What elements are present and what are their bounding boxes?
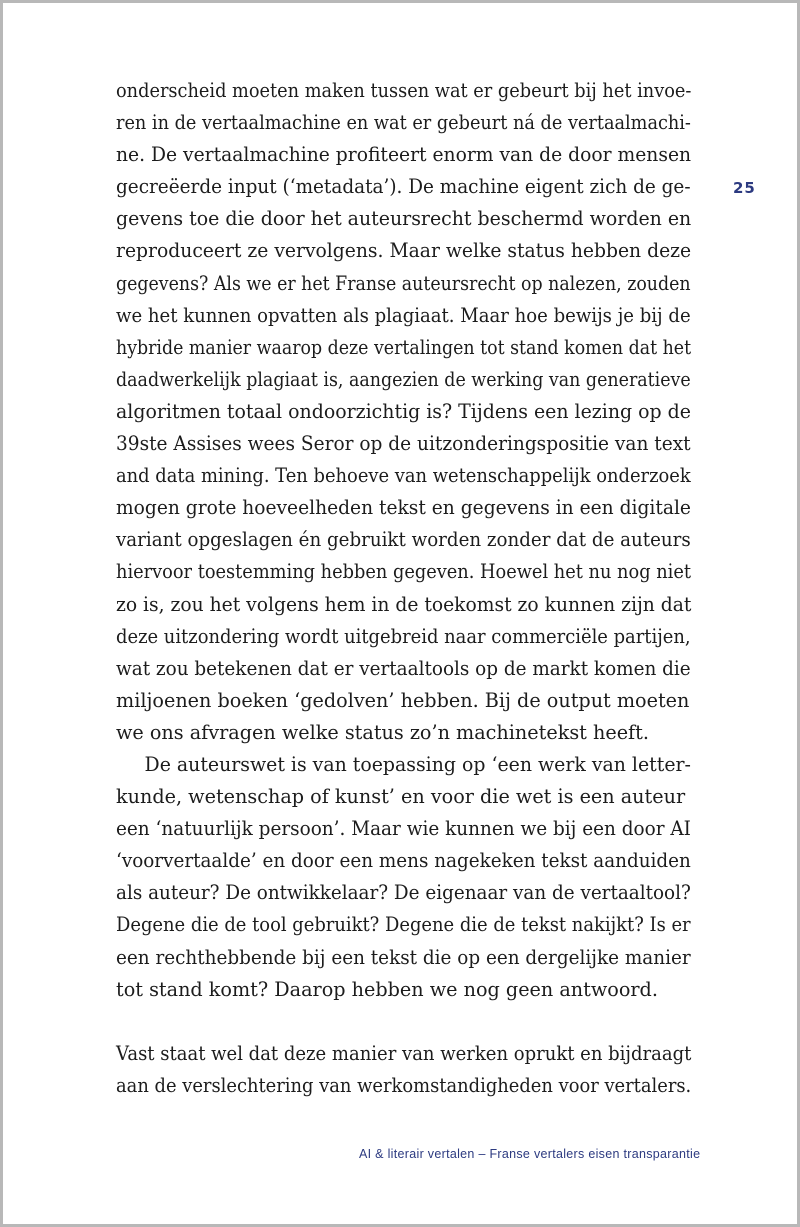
text-line: Vast staat wel dat deze manier van werken oprukt en bijdraagt <box>116 1041 692 1065</box>
paragraph-spacer <box>116 1006 691 1038</box>
text-line: gegevens? Als we er het Franse auteursrecht op nalezen, zouden <box>116 271 691 295</box>
text-line: variant opgeslagen én gebruikt worden zonder dat de auteurs <box>116 528 691 552</box>
text-line: algoritmen totaal ondoorzichtig is? Tijdens een lezing op de <box>116 399 691 423</box>
text-line: we ons afvragen welke status zo’n machinetekst heeft. <box>116 720 649 744</box>
text-line: ‘voorvertaalde’ en door een mens nagekeken tekst aanduiden <box>116 849 691 873</box>
text-line: mogen grote hoeveelheden tekst en gegevens in een digitale <box>116 496 691 520</box>
text-line: miljoenen boeken ‘gedolven’ hebben. Bij de output moeten <box>116 688 690 712</box>
text-line: and data mining. Ten behoeve van wetenschappelijk onderzoek <box>116 464 691 488</box>
text-line: wat zou betekenen dat er vertaaltools op de markt komen die <box>116 656 691 680</box>
text-line: hybride manier waarop deze vertalingen tot stand komen dat het <box>116 335 692 359</box>
text-line: 39ste Assises wees Seror op de uitzonderingspositie van text <box>116 432 691 456</box>
text-line: tot stand komt? Daarop hebben we nog geen antwoord. <box>116 977 658 1001</box>
text-line: ren in de vertaalmachine en wat er gebeurt ná de vertaalmachi- <box>116 111 691 135</box>
text-line: deze uitzondering wordt uitgebreid naar commerciële partijen, <box>116 624 691 648</box>
text-line: we het kunnen opvatten als plagiaat. Maar hoe bewijs je bij de <box>116 303 691 327</box>
text-line: Degene die de tool gebruikt? Degene die de tekst nakijkt? Is er <box>116 913 691 937</box>
text-line: onderscheid moeten maken tussen wat er gebeurt bij het invoe- <box>116 79 692 102</box>
text-line: gecreëerde input (‘metadata’). De machine eigent zich de ge- <box>116 175 691 199</box>
text-line: een rechthebbende bij een tekst die op een dergelijke manier <box>116 945 691 969</box>
text-line: gevens toe die door het auteursrecht beschermd worden en <box>116 207 692 231</box>
text-line: een ‘natuurlijk persoon’. Maar wie kunnen we bij een door AI <box>116 817 691 841</box>
text-line: reproduceert ze vervolgens. Maar welke status hebben deze <box>116 239 692 263</box>
text-line: daadwerkelijk plagiaat is, aangezien de werking van generatieve <box>116 367 691 391</box>
text-line: aan de verslechtering van werkomstandigheden voor vertalers. <box>116 1073 692 1097</box>
body-text <box>116 75 691 1102</box>
text-line: kunde, wetenschap of kunst’ en voor die wet is een auteur <box>116 785 686 809</box>
text-line: De auteurswet is van toepassing op ‘een werk van letter- <box>144 752 691 776</box>
text-line: ne. De vertaalmachine profiteert enorm van de door mensen <box>116 143 692 167</box>
running-footer: AI & literair vertalen – Franse vertalers eisen transparantie <box>359 1147 701 1161</box>
text-line: hiervoor toestemming hebben gegeven. Hoewel het nu nog niet <box>116 560 691 584</box>
page-number: 25 <box>733 179 756 197</box>
text-line: zo is, zou het volgens hem in de toekomst zo kunnen zijn dat <box>116 592 692 616</box>
text-line: als auteur? De ontwikkelaar? De eigenaar van de vertaaltool? <box>116 881 691 905</box>
